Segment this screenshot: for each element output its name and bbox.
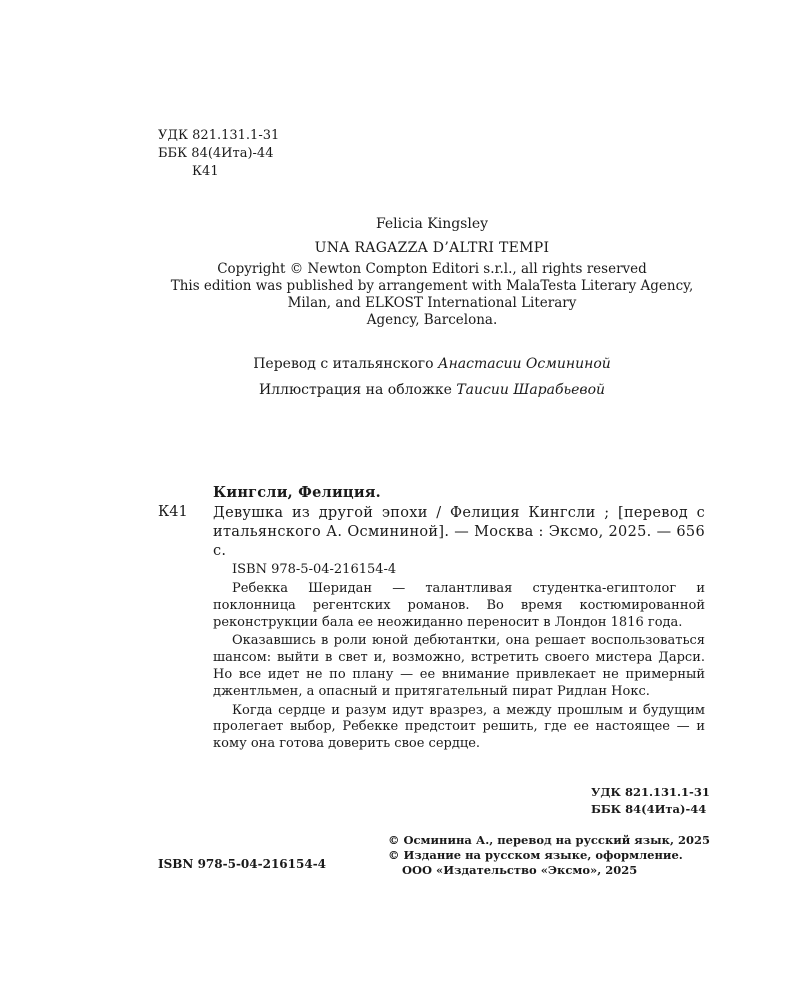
translation-copyright: © Осминина А., перевод на русский язык, 2025: [388, 833, 710, 847]
bibliographic-heading: Кингсли, Фелиция.: [213, 484, 381, 501]
rights-line: Agency, Barcelona.: [366, 312, 498, 328]
udk-code-bottom: УДК 821.131.1-31: [591, 785, 710, 799]
bibliographic-isbn: ISBN 978-5-04-216154-4: [232, 562, 397, 577]
illustration-prefix: Иллюстрация на обложке: [258, 382, 457, 398]
bbk-code-bottom: ББК 84(4Ита)-44: [591, 802, 707, 816]
bibliographic-code: К41: [158, 504, 188, 520]
rights-line: Milan, and ELKOST International Literary: [287, 295, 577, 311]
bbk-code: ББК 84(4Ита)-44: [158, 146, 274, 161]
original-author: Felicia Kingsley: [375, 216, 489, 232]
classification-top: [158, 127, 279, 181]
translation-credit: [150, 355, 714, 373]
credits-block: [150, 355, 714, 407]
bibliographic-entry: Девушка из другой эпохи / Фелиция Кингсли ; [перевод с итальянского А. Осмининой]. — Москва : Эксмо, 2025. — 656 с.: [213, 505, 705, 559]
annotation-paragraph: Ребекка Шеридан — талантливая студентка-египтолог и поклонница регентских романов. Во время костюмированной реконструкции бала ее неожиданно переносит в Лондон 1816 года.: [213, 581, 705, 630]
illustration-credit: [150, 381, 714, 399]
publisher-copyright: ООО «Издательство «Эксмо», 2025: [402, 863, 638, 877]
translation-prefix: Перевод с итальянского: [253, 356, 438, 372]
illustrator-name: Таисии Шарабьевой: [456, 382, 606, 398]
original-edition-block: [150, 215, 714, 329]
author-sign-code: К41: [192, 164, 219, 179]
annotation-paragraph: Когда сердце и разум идут вразрез, а между прошлым и будущим пролегает выбор, Ребекке предстоит решить, где ее настоящее — и кому она готова доверить свое сердце.: [213, 702, 705, 752]
udk-code: УДК 821.131.1-31: [158, 128, 280, 143]
rights-line: Copyright © Newton Compton Editori s.r.l., all rights reserved: [217, 261, 647, 277]
annotation-paragraph: Оказавшись в роли юной дебютантки, она решает воспользоваться шансом: выйти в свет и, возможно, встретить своего мистера Дарси. Но все идет не по плану — ее внимание привлекает не примерный джентльмен, а опасный и притягательный пират Ридлан Нокс.: [213, 633, 705, 699]
edition-copyright: © Издание на русском языке, оформление.: [388, 848, 683, 862]
copyright-notices: [388, 833, 710, 878]
isbn-bottom: ISBN 978-5-04-216154-4: [158, 857, 327, 871]
rights-line: This edition was published by arrangement with MalaTesta Literary Agency,: [170, 278, 694, 294]
original-title: UNA RAGAZZA D’ALTRI TEMPI: [314, 240, 550, 256]
translator-name: Анастасии Осмининой: [437, 356, 611, 372]
rights-notice: [150, 261, 714, 329]
classification-bottom: [591, 784, 710, 818]
annotation: [213, 581, 705, 755]
